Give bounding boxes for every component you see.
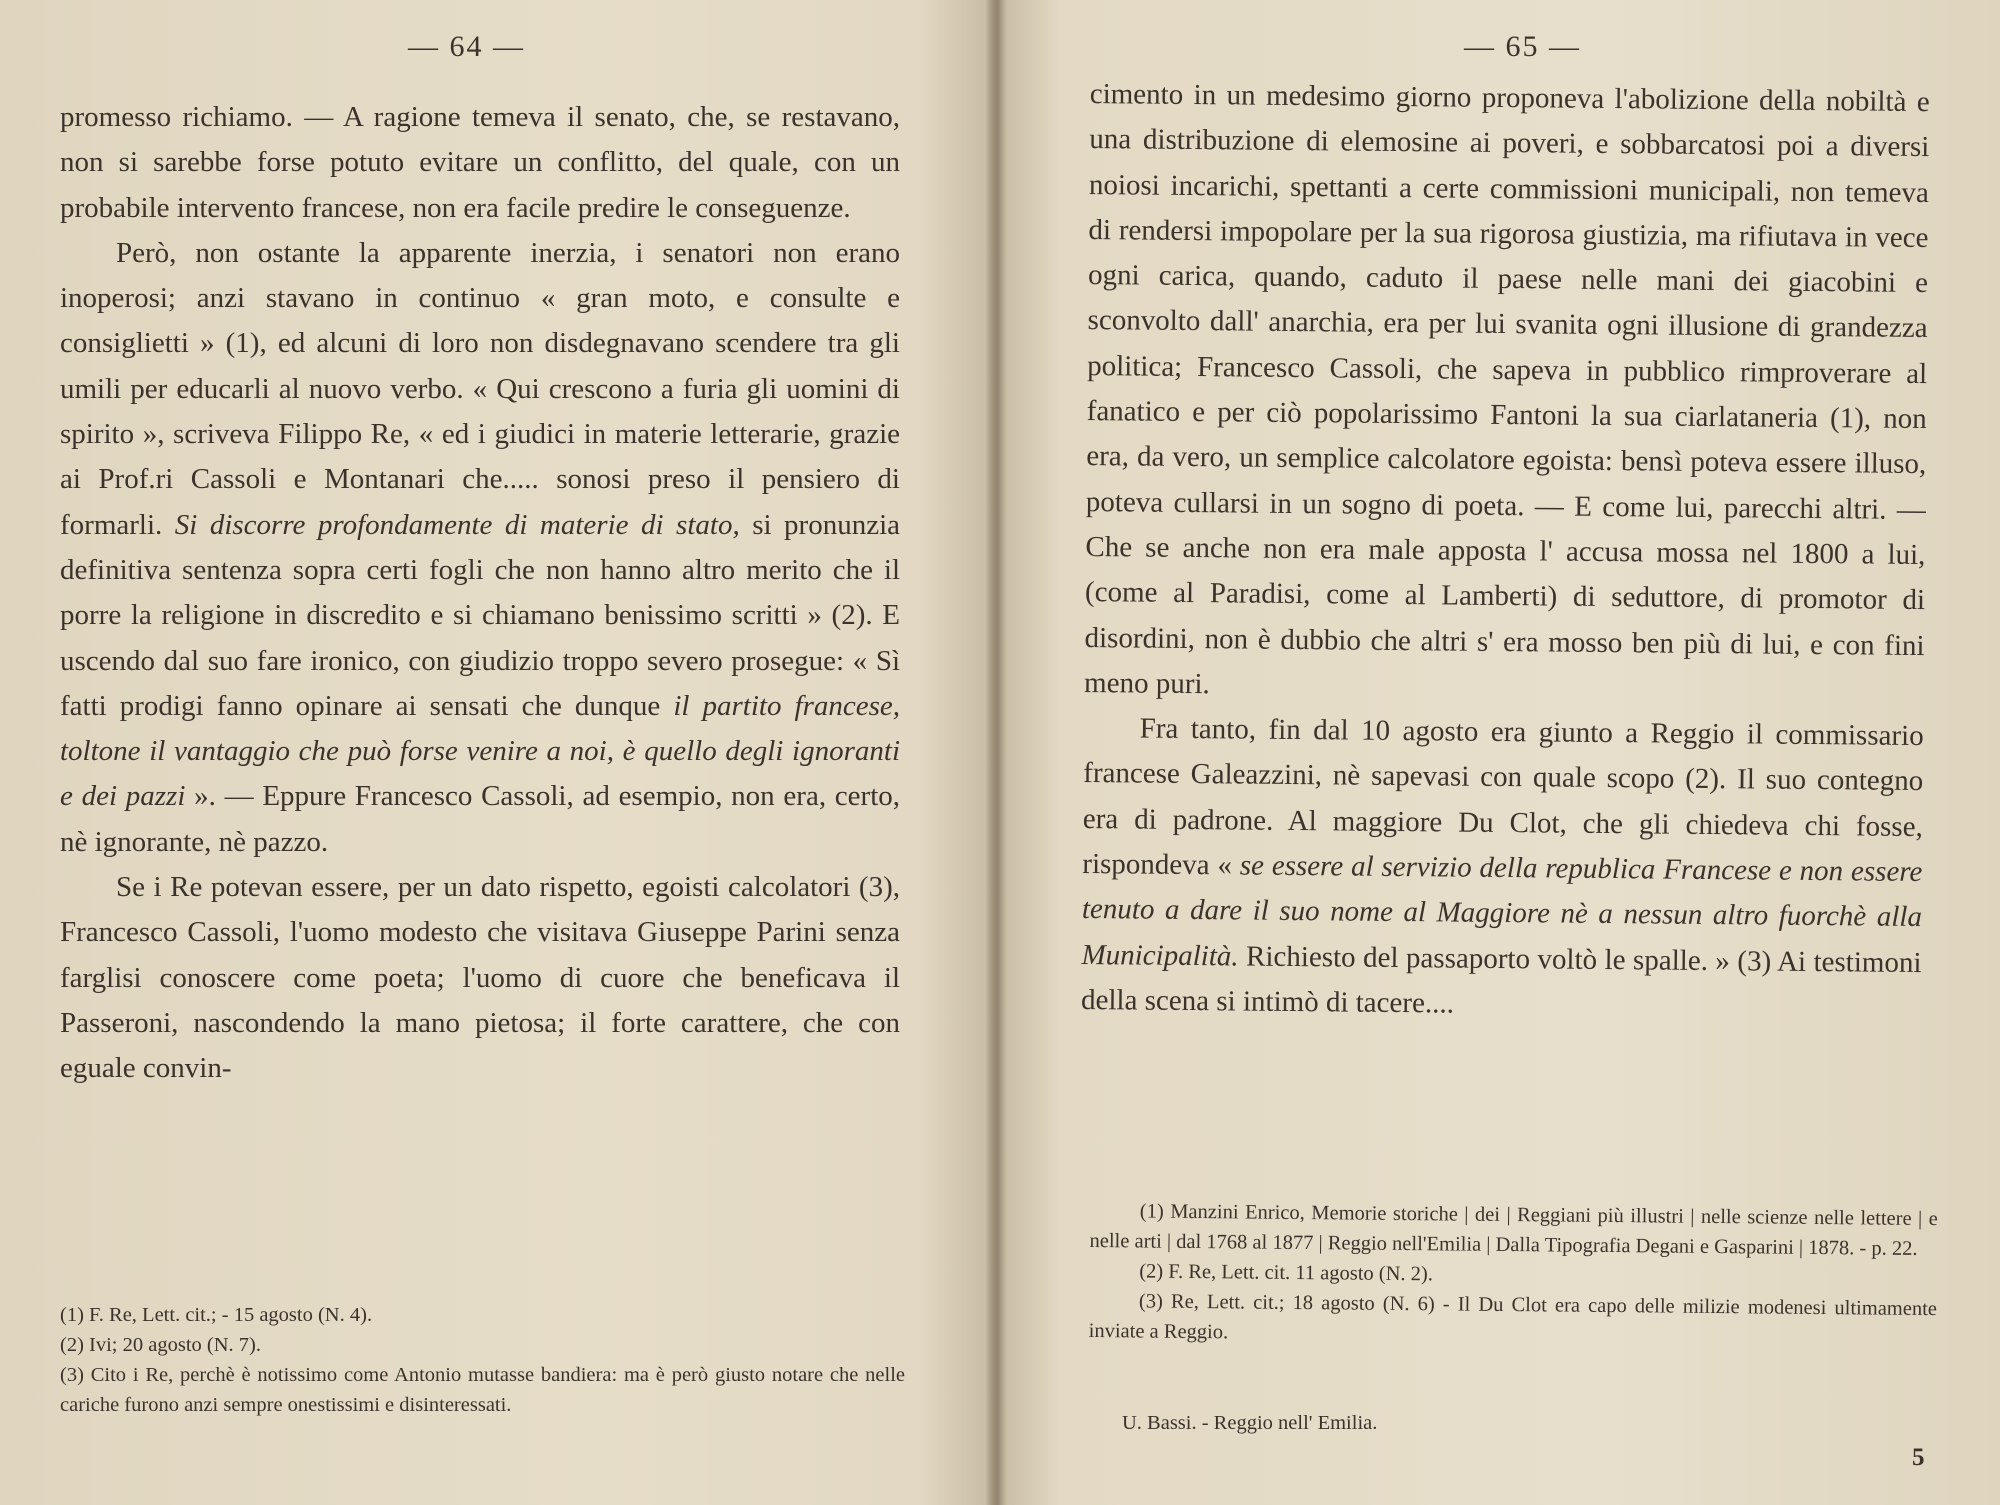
footnotes [60,1300,905,1420]
paragraph: promesso richiamo. — A ragione temeva il senato, che, se restavano, non si sarebbe forse potuto evitare un conflitto, del quale, con un probabile intervento francese, non era facile predire le conseguenze. [60,101,900,224]
italic-text: Si discorre profondamente di materie di stato, [174,508,740,541]
footnote: (2) Ivi; 20 agosto (N. 7). [60,1334,261,1356]
body-text [60,95,900,1092]
paragraph: Però, non ostante la apparente inerzia, i senatori non erano inoperosi; anzi stavano in continuo « gran moto, e consulte e consiglietti » (1), ed alcuni di loro non disdegnavano scendere tra gli umili per educarli al nuovo verbo. « Qui crescono a furia gli uomini di spirito », scriveva Filippo Re, « ed i giudici in materie letterarie, grazie ai Prof.ri Cassoli e Montanari che..... sonosi preso il pensiero di formarli. Si discorre profondamente di materie di stato, si pronunzia definitiva sentenza sopra certi fogli che non hanno altro merito che il porre la religione in discredito e si chiamano benissimo scritti » (2). E uscendo dal suo fare ironico, con giudizio troppo severo prosegue: « Sì fatti prodigi fanno opinare ai sensati che dunque il partito francese, toltone il vantaggio che può forse venire a noi, è quello degli ignoranti e dei pazzi ». — Eppure Francesco Cassoli, ad esempio, non era, certo, nè ignorante, nè pazzo. [60,236,901,858]
footnote: (3) Cito i Re, perchè è notissimo come Antonio mutasse bandiera: ma è però giusto notare che nelle cariche furono anzi sempre onestissimi e disinteressati. [60,1364,905,1416]
page-number: — 64 — [408,30,525,63]
footnotes [1089,1196,1938,1354]
footnote: (2) F. Re, Lett. cit. 11 agosto (N. 2). [1139,1260,1434,1286]
left-page [0,0,990,1505]
footnote: (1) F. Re, Lett. cit.; - 15 agosto (N. 4). [60,1304,373,1326]
italic-text: il partito francese, toltone il vantaggio che può forse venire a noi, è quello degli ignoranti e dei pazzi [60,689,901,813]
paragraph: Se i Re potevan essere, per un dato rispetto, egoisti calcolatori (3), Francesco Cassoli, l'uomo modesto che visitava Giuseppe Parini senza farglisi conoscere come poeta; l'uomo di cuore che beneficava il Passeroni, nascondendo la mano pietosa; il forte carattere, che con eguale convin- [60,871,900,1085]
right-page [992,0,2000,1505]
page-number: — 65 — [1464,30,1581,63]
sheet-number: 5 [1912,1444,1925,1471]
body-text [1081,72,1930,1031]
paragraph: Fra tanto, fin dal 10 agosto era giunto a Reggio il commissario francese Galeazzini, nè sapevasi con quale scopo (2). Il suo contegno era di padrone. Al maggiore Du Clot, che gli chiedeva chi fosse, rispondeva « se essere al servizio della republica Francese e non essere tenuto a dare il suo nome al Maggiore nè a nessun altro fuorchè alla Municipalità. Richiesto del passaporto voltò le spalle. » (3) Ai testimoni della scena si intimò di tacere.... [1080,712,1924,1020]
italic-text: se essere al servizio della republica Francese e non essere tenuto a dare il suo nome al Maggiore nè a nessun altro fuorchè alla Municipalità. [1081,849,1923,973]
footnote: (3) Re, Lett. cit.; 18 agosto (N. 6) - Il Du Clot era capo delle milizie modenesi ultimamente inviate a Reggio. [1088,1290,1938,1344]
footnote: (1) Manzini Enrico, Memorie storiche | dei | Reggiani più illustri | nelle scienze nelle lettere | e nelle arti | dal 1768 al 1877 | Reggio nell'Emilia | Dalla Tipografia Degani e Gasparini | 1878. - p. 22. [1089,1200,1938,1260]
paragraph: cimento in un medesimo giorno proponeva l'abolizione della nobiltà e una distribuzione di elemosine ai poveri, e sobbarcatosi poi a diversi noiosi incarichi, spettanti a certe commissioni municipali, non temeva di rendersi impopolare per la sua rigorosa giustizia, ma rifiutava in vece ogni carica, quando, caduto il paese nelle mani dei giacobini e sconvolto dall' anarchia, era per lui svanita ogni illusione di grandezza politica; Francesco Cassoli, che sapeva in pubblico rimproverare al fanatico e per ciò popolarissimo Fantoni la sua ciarlataneria (1), non era, da vero, un semplice calcolatore egoista: bensì poteva essere illuso, poteva cullarsi in un sogno di poeta. — E come lui, parecchi altri. — Che se anche non era male apposta l' accusa mossa nel 1800 a lui, (come al Paradisi, come al Lamberti) di seduttore, di promotor di disordini, non è dubbio che altri s' era mosso ben più di lui, e con fini meno puri. [1083,77,1930,701]
printer-signature: U. Bassi. - Reggio nell' Emilia. [1122,1412,1378,1434]
